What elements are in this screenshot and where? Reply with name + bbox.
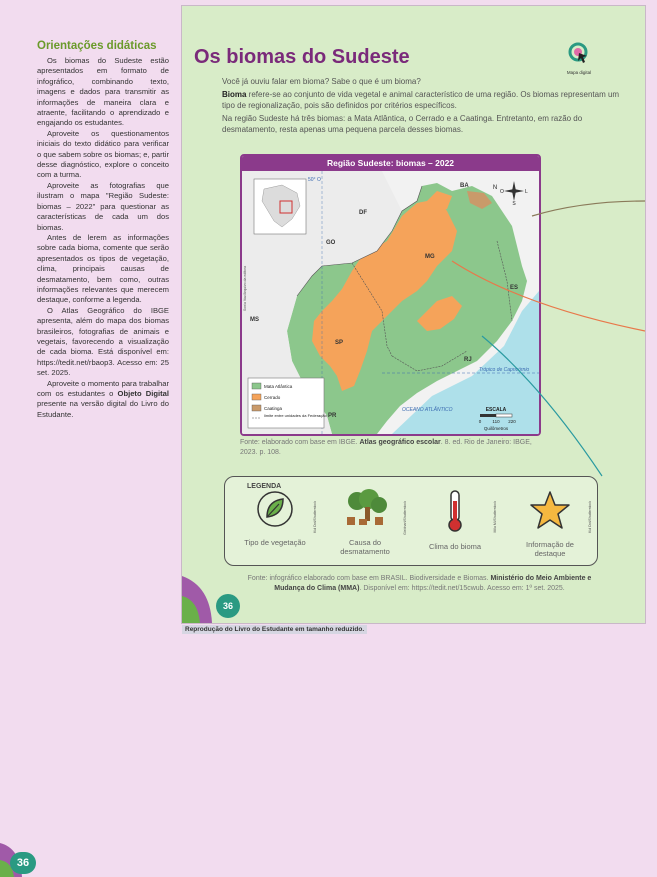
page-number: 36 xyxy=(10,852,36,874)
legend-item-label: Causa do desmatamento xyxy=(340,538,390,556)
legend-item-deforestation: Giebhart/Shutterstock Causa do desmatamento xyxy=(325,489,405,556)
reproduction-note: Reprodução do Livro do Estudante em tamanho reduzido. xyxy=(182,625,367,634)
state-es: ES xyxy=(510,285,519,291)
svg-text:110: 110 xyxy=(492,419,500,424)
intro-biomes: Na região Sudeste há três biomas: a Mata Atlântica, o Cerrado e a Caatinga. Entretanto, em razão do desmatamento, resta apenas uma pequena parcela desses biomas. xyxy=(222,114,583,134)
compass-n: N xyxy=(492,185,498,191)
state-sp: SP xyxy=(335,340,344,346)
guidance-paragraph: Aproveite os questionamentos iniciais do texto didático para verificar o que sabem sobre os biomas; e, partir desse diagnóstico, explore o conceito com a turma. xyxy=(37,128,169,180)
guidance-paragraph: Antes de lerem as informações sobre cada bioma, comente que serão apresentados os tipos de vegetação, clima, principais causas de desmatamento, bem como, outras informações relevantes que merecem destaque, conforme a legenda. xyxy=(37,232,169,305)
compass-o: O xyxy=(500,189,504,195)
page-footer xyxy=(0,838,60,877)
legend-caatinga: Caatinga xyxy=(264,406,283,411)
legend-item-vegetation: Kid Dot/Shutterstock Tipo de vegetação xyxy=(235,489,315,547)
scale-unit: Quilômetros xyxy=(483,426,509,431)
tree-stumps-icon xyxy=(341,489,389,529)
state-ms: MS xyxy=(250,317,259,323)
page-title: Os biomas do Sudeste xyxy=(194,46,410,68)
legend-mata: Mata Atlântica xyxy=(264,384,293,389)
book-page-number: 36 xyxy=(216,594,240,618)
legend-title: LEGENDA xyxy=(247,483,282,490)
legend-cerrado: Cerrado xyxy=(264,395,281,400)
state-df: DF xyxy=(359,210,367,216)
guidance-paragraph: Os biomas do Sudeste estão apresentados em formato de infográfico, combinando texto, imagens e dados para transmitir as informações de maneira clara e atraente, facilitando o aprendizado e engajando os estudantes. xyxy=(37,56,169,128)
state-go: GO xyxy=(326,240,336,246)
intro-question: Você já ouviu falar em bioma? Sabe o que é um bioma? xyxy=(222,77,421,86)
state-mg: MG xyxy=(425,254,435,260)
state-pr: PR xyxy=(328,413,337,419)
state-ba: BA xyxy=(460,183,469,189)
guidance-paragraph: Aproveite as fotografias que ilustram o mapa "Região Sudeste: biomas – 2022" para questionar as características de cada um dos biomas. xyxy=(37,180,169,232)
infographic-legend xyxy=(224,476,598,566)
star-icon xyxy=(529,489,571,531)
scale-title: ESCALA xyxy=(485,407,507,413)
guidance-paragraph: O Atlas Geográfico do IBGE apresenta, além do mapa dos biomas brasileiros, fotografias de animais e vegetais, favorecendo a visualização de cada bioma. Está disponível em: https://tedit.net/rbaop3. Acesso em: 25 set. 2025. xyxy=(37,305,169,378)
teacher-guidance xyxy=(37,40,169,420)
ocean-label: OCEANO ATLÂNTICO xyxy=(402,407,453,413)
digital-object-mention: Objeto Digital xyxy=(117,389,169,398)
state-rj: RJ xyxy=(464,357,472,363)
student-book-page xyxy=(181,5,646,624)
map-source: Fonte: elaborado com base em IBGE. Atlas geográfico escolar. 8. ed. Rio de Janeiro: IBGE, 2023. p. 108. xyxy=(240,439,532,456)
map-credit: Sonia Vaz/Arquivo da editora xyxy=(243,265,247,311)
svg-text:0: 0 xyxy=(478,419,482,424)
thermometer-icon xyxy=(443,489,467,533)
infographic-source: Fonte: infográfico elaborado com base em BRASIL. Biodiversidade e Biomas. Ministério do Meio Ambiente e Mudança do Clima (MMA). Disponível em: https://tedit.net/15cwub. Acesso em: 1º set. 2025. xyxy=(247,575,592,592)
intro-definition: Bioma refere-se ao conjunto de vida vegetal e animal característico de uma região. Os biomas representam um tipo de regionalização, pois são definidos por critérios específicos. xyxy=(222,90,620,110)
tropic-label: Trópico de Capricórnio xyxy=(479,367,530,373)
leaf-icon xyxy=(255,489,295,529)
legend-limit: limite entre unidades da Federação xyxy=(264,413,327,418)
legend-item-label: Informação de destaque xyxy=(526,540,574,558)
legend-item-highlight: Kid Dot/Shutterstock Informação de destaque xyxy=(510,489,590,558)
meridian-label: 50° O xyxy=(308,177,321,183)
map-title: Região Sudeste: biomas – 2022 xyxy=(242,156,539,171)
legend-item-label: Tipo de vegetação xyxy=(244,538,306,547)
guidance-paragraph: Aproveite o momento para trabalhar com os estudantes o Objeto Digital presente na versão digital do Livro do Estudante. xyxy=(37,378,169,419)
legend-item-climate: Mila Mi/Shutterstock Clima do bioma xyxy=(415,489,495,551)
compass-l: L xyxy=(525,189,528,195)
guidance-title: Orientações didáticas xyxy=(37,40,157,52)
compass-s: S xyxy=(512,201,516,207)
svg-text:220: 220 xyxy=(508,419,516,424)
digital-map-label: Mapa digital xyxy=(566,70,592,75)
legend-item-label: Clima do bioma xyxy=(428,542,482,551)
